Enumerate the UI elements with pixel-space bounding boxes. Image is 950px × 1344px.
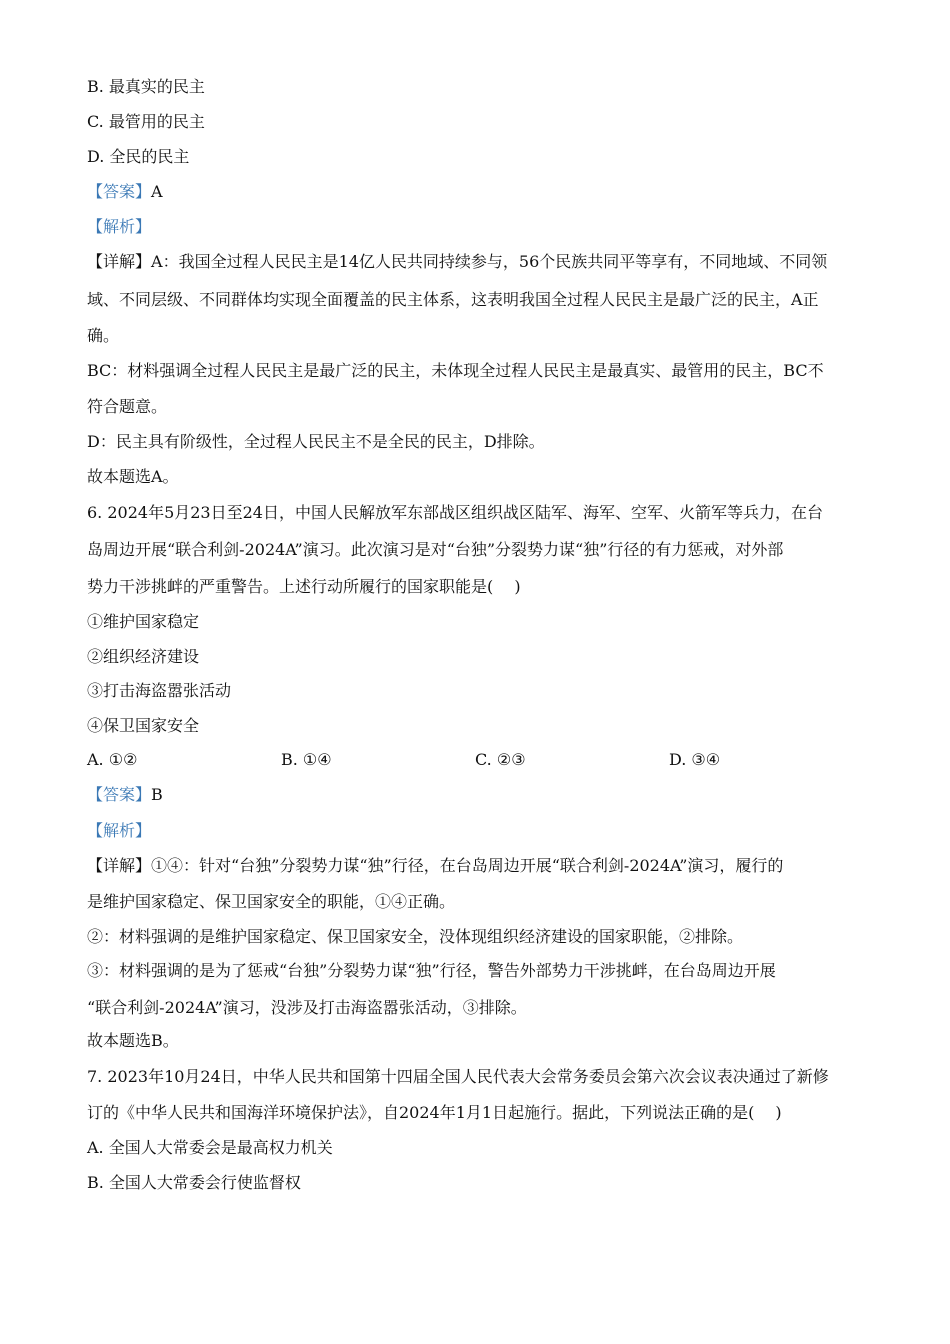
q6-analysis-tag: 【解析】	[87, 821, 152, 840]
answer-value: A	[151, 182, 163, 201]
q7-stem-line-1: 7. 2023年10月24日，中华人民共和国第十四届全国人民代表大会常务委员会第六次会议表决通过了新修	[87, 1067, 829, 1086]
detail-tag: 【详解】	[87, 856, 152, 875]
q6-conclusion: 故本题选B。	[87, 1031, 179, 1050]
q5-conclusion: 故本题选A。	[87, 467, 179, 486]
q7-option-b: B. 全国人大常委会行使监督权	[87, 1173, 301, 1192]
q6-detail-line-3: ②：材料强调的是维护国家稳定、保卫国家安全，没体现组织经济建设的国家职能，②排除。	[87, 927, 744, 946]
q6-stem-line-1: 6. 2024年5月23日至24日，中国人民解放军东部战区组织战区陆军、海军、空军、火箭军等兵力，在台	[87, 503, 823, 522]
q5-analysis-tag: 【解析】	[87, 217, 152, 236]
q6-answer	[87, 784, 163, 806]
q6-choice-b: B. ①④	[281, 750, 332, 769]
q6-choice-c: C. ②③	[475, 750, 526, 769]
answer-tag: 【答案】	[87, 182, 152, 201]
q6-choice-a: A. ①②	[87, 750, 138, 769]
q6-detail-line-4: ③：材料强调的是为了惩戒“台独”分裂势力谋“独”行径，警告外部势力干涉挑衅，在台岛周边开展	[87, 961, 776, 980]
q6-detail-line-5: “联合利剑-2024A”演习，没涉及打击海盗嚣张活动，③排除。	[87, 998, 527, 1017]
q5-detail-line-5: 符合题意。	[87, 397, 168, 416]
q5-detail-line-4: BC：材料强调全过程人民民主是最广泛的民主，未体现全过程人民民主是最真实、最管用的民主，BC不	[87, 361, 824, 380]
q5-answer	[87, 181, 163, 203]
q5-detail-line-1: 【详解】A：我国全过程人民民主是14亿人民共同持续参与，56个民族共同平等享有，不同地域、不同领	[87, 252, 828, 271]
answer-value: B	[151, 785, 163, 804]
answer-tag: 【答案】	[87, 785, 152, 804]
q6-choice-d: D. ③④	[669, 750, 721, 769]
q6-stem-line-2: 岛周边开展“联合利剑-2024A”演习。此次演习是对“台独”分裂势力谋“独”行径的有力惩戒，对外部	[87, 540, 784, 559]
q6-detail-line-2: 是维护国家稳定、保卫国家安全的职能，①④正确。	[87, 892, 456, 911]
q7-option-a: A. 全国人大常委会是最高权力机关	[87, 1138, 333, 1157]
q6-item-4: ④保卫国家安全	[87, 716, 200, 735]
q5-detail-line-2: 域、不同层级、不同群体均实现全面覆盖的民主体系，这表明我国全过程人民民主是最广泛的民主，A正	[87, 290, 819, 309]
q5-option-c: C. 最管用的民主	[87, 112, 205, 131]
q6-item-1: ①维护国家稳定	[87, 612, 200, 631]
q6-stem-line-3: 势力干涉挑衅的严重警告。上述行动所履行的国家职能是( )	[87, 577, 521, 596]
q7-stem-line-2: 订的《中华人民共和国海洋环境保护法》，自2024年1月1日起施行。据此，下列说法正确的是( )	[87, 1103, 782, 1122]
q6-detail-line-1: 【详解】①④：针对“台独”分裂势力谋“独”行径，在台岛周边开展“联合利剑-2024A”演习，履行的	[87, 856, 784, 875]
q6-item-2: ②组织经济建设	[87, 647, 200, 666]
detail-tag: 【详解】	[87, 252, 152, 271]
q5-option-d: D. 全民的民主	[87, 147, 190, 166]
q6-item-3: ③打击海盗嚣张活动	[87, 681, 232, 700]
q5-detail-line-6: D：民主具有阶级性，全过程人民民主不是全民的民主，D排除。	[87, 432, 545, 451]
q5-option-b: B. 最真实的民主	[87, 77, 205, 96]
q5-detail-line-3: 确。	[87, 326, 120, 345]
